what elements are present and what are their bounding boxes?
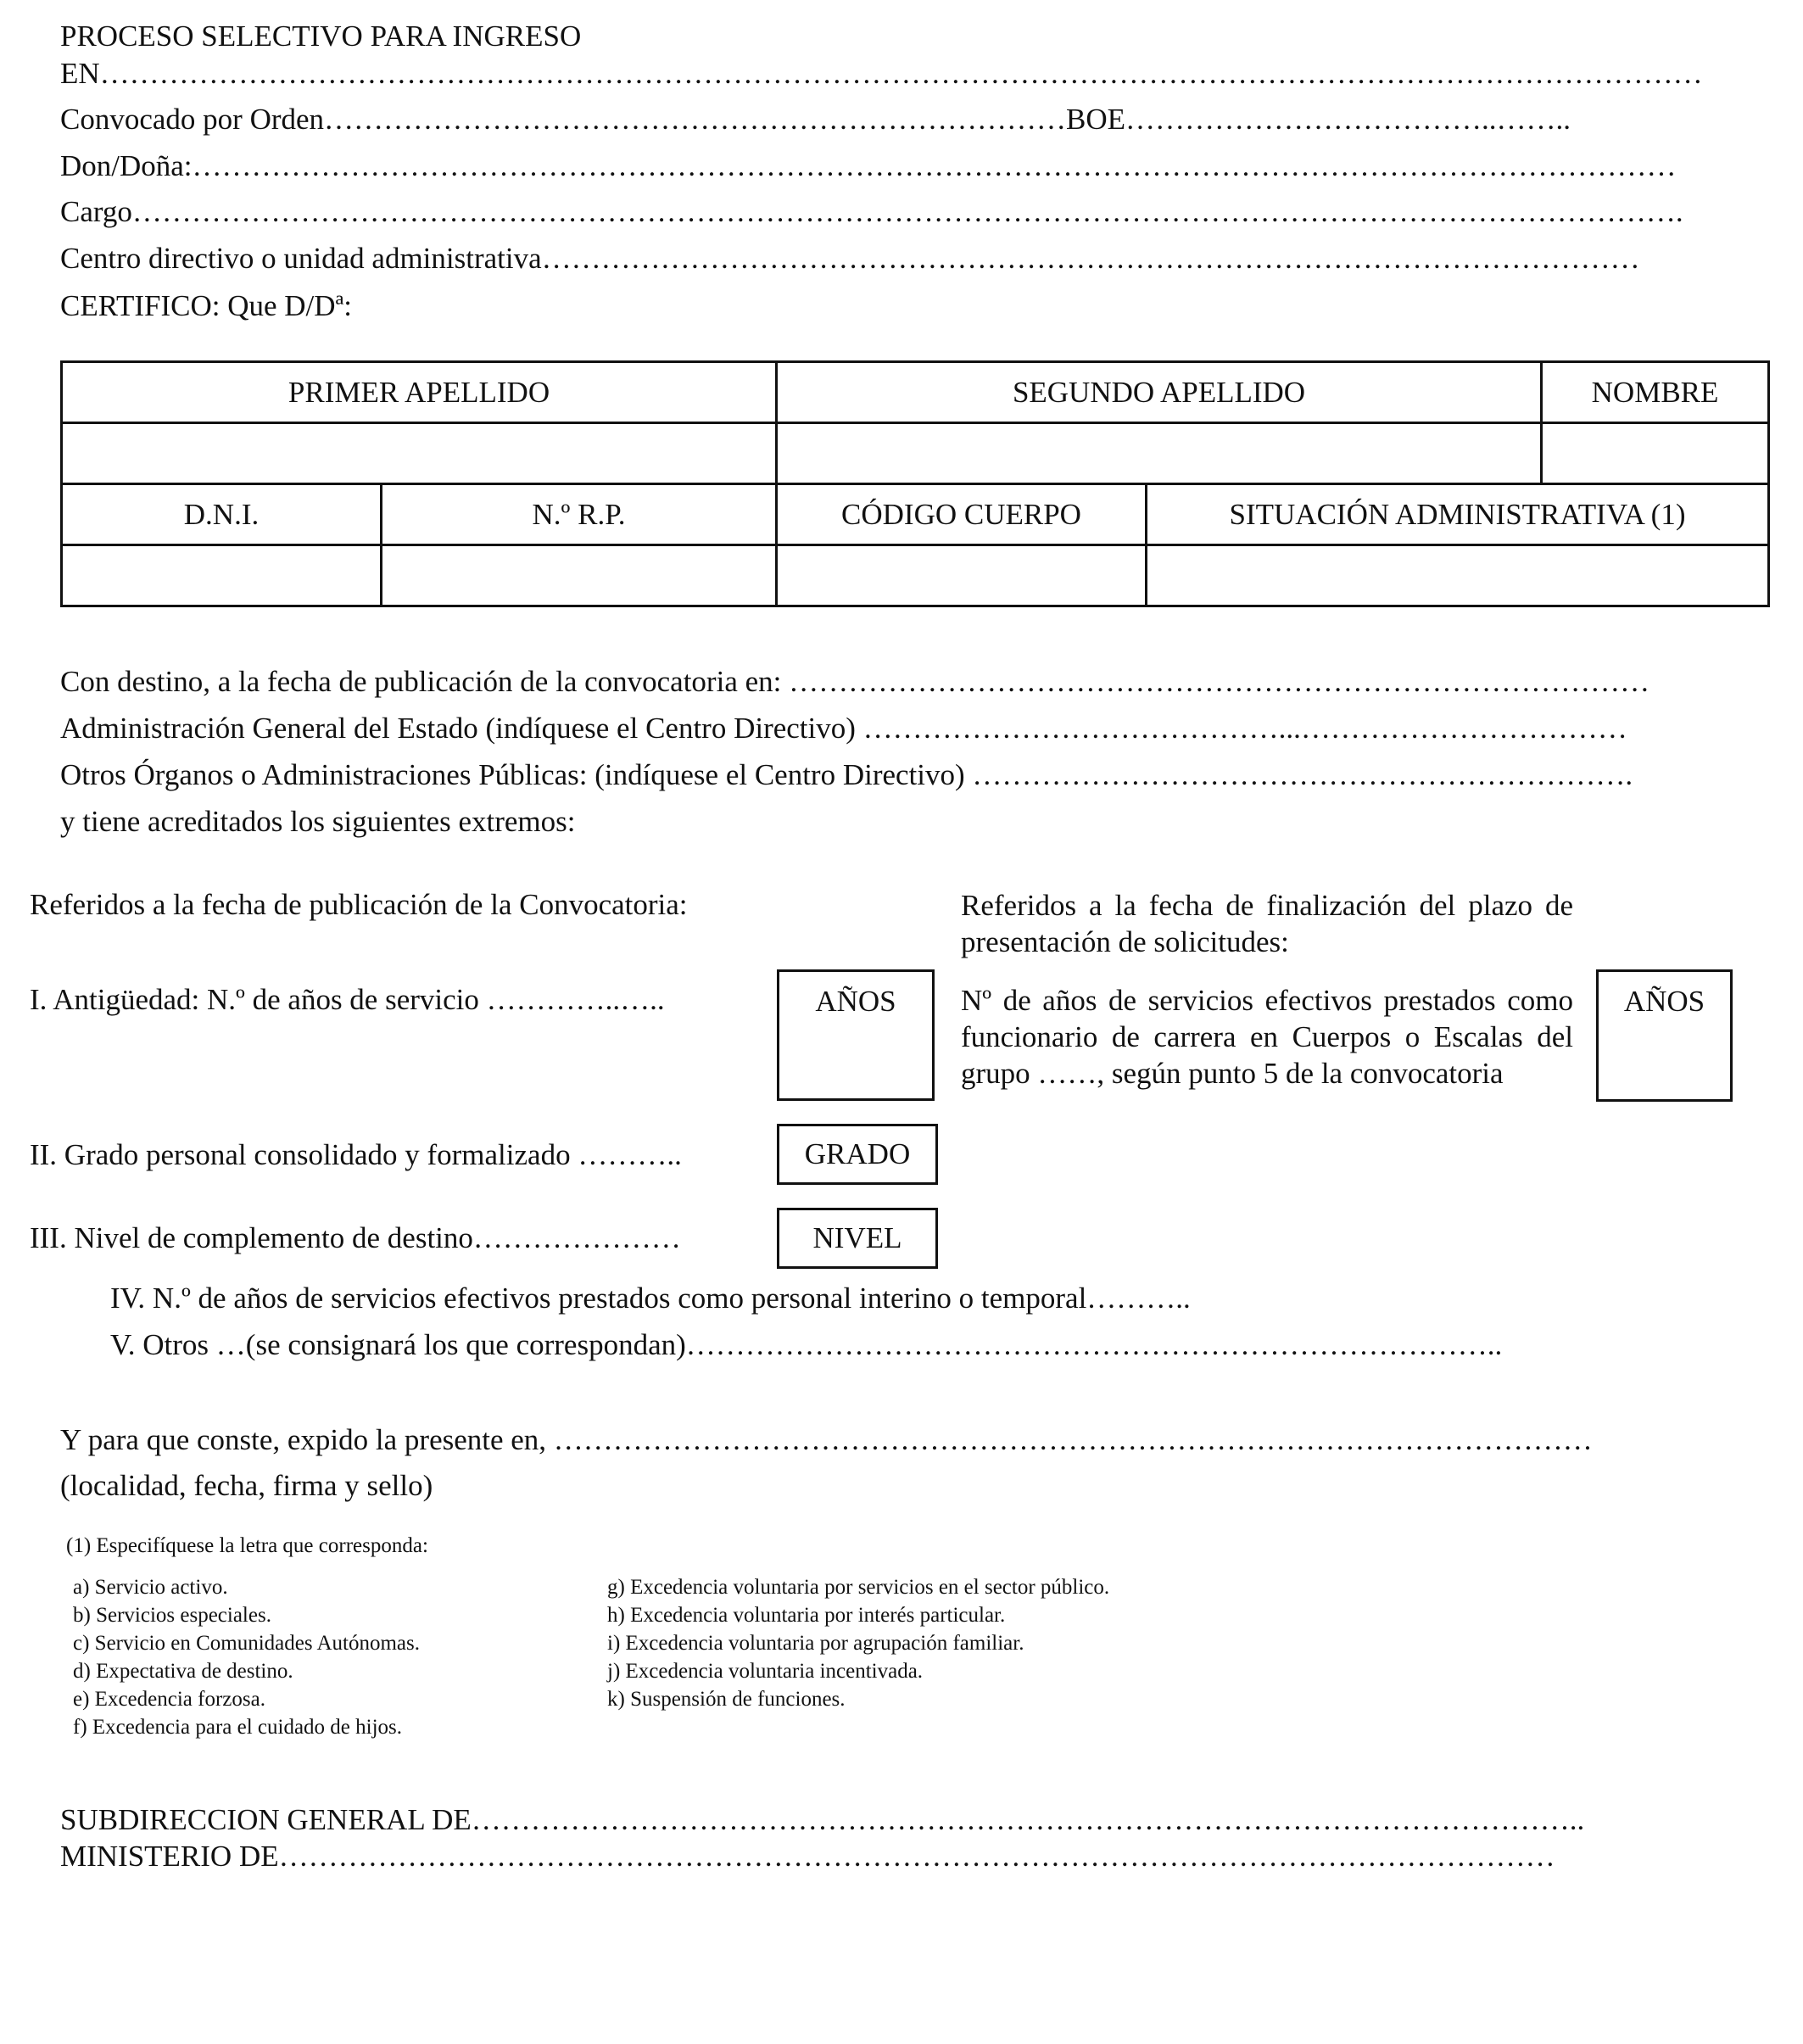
expido-line[interactable]: Y para que conste, expido la presente en, …………………………………………………………………………………………… [60, 1423, 1593, 1456]
footnote-item: e) Excedencia forzosa. [73, 1688, 265, 1711]
footnote-item: i) Excedencia voluntaria por agrupación familiar. [607, 1632, 1024, 1655]
don-dona-field[interactable]: Don/Doña:…………………………………………………………………………………………………………………………………… [60, 149, 1677, 182]
nombre-header: NOMBRE [1542, 362, 1769, 423]
age-line[interactable]: Administración General del Estado (indíquese el Centro Directivo) ……………………………………...…………………………… [60, 712, 1627, 745]
ministerio-line[interactable]: MINISTERIO DE………………………………………………………………………………………………………………… [60, 1840, 1555, 1873]
dni-cell[interactable] [62, 545, 382, 606]
footnote-item: j) Excedencia voluntaria incentivada. [607, 1660, 924, 1683]
nivel-label: III. Nivel de complemento de destino………………… [30, 1221, 681, 1254]
localidad-fecha-label: (localidad, fecha, firma y sello) [60, 1469, 433, 1502]
extremos-line: y tiene acreditados los siguientes extremos: [60, 805, 576, 838]
ingreso-en-field[interactable]: EN……………………………………………………………………………………………………………………………………………… [60, 57, 1703, 90]
nrp-cell[interactable] [382, 545, 777, 606]
destino-line[interactable]: Con destino, a la fecha de publicación de la convocatoria en: …………………………………………………………………………… [60, 665, 1650, 698]
codigo-cuerpo-cell[interactable] [777, 545, 1147, 606]
situacion-header: SITUACIÓN ADMINISTRATIVA (1) [1147, 484, 1769, 545]
footnote-item: a) Servicio activo. [73, 1576, 228, 1599]
grado-box[interactable]: GRADO [777, 1124, 938, 1185]
otros-organos-line[interactable]: Otros Órganos o Administraciones Públicas: (indíquese el Centro Directivo) …………………………………………………………. [60, 758, 1633, 791]
primer-apellido-header: PRIMER APELLIDO [62, 362, 777, 423]
segundo-apellido-cell[interactable] [777, 423, 1542, 484]
centro-directivo-field[interactable]: Centro directivo o unidad administrativa………………………………………………………………………………………………… [60, 242, 1640, 275]
footnote-heading: (1) Especifíquese la letra que corresponda: [66, 1534, 428, 1557]
nrp-header: N.º R.P. [382, 484, 777, 545]
certifico-label: CERTIFICO: Que D/Dª: [60, 289, 352, 322]
footnote-item: h) Excedencia voluntaria por interés particular. [607, 1604, 1006, 1627]
footnote-item: g) Excedencia voluntaria por servicios en el sector público. [607, 1576, 1110, 1599]
cargo-field[interactable]: Cargo…………………………………………………………………………………………………………………………………………. [60, 195, 1683, 228]
codigo-cuerpo-header: CÓDIGO CUERPO [777, 484, 1147, 545]
footnote-item: k) Suspensión de funciones. [607, 1688, 846, 1711]
subdireccion-line[interactable]: SUBDIRECCION GENERAL DE………………………………………………………………………………………………….. [60, 1803, 1585, 1836]
footnote-item: d) Expectativa de destino. [73, 1660, 293, 1683]
footnote-item: c) Servicio en Comunidades Autónomas. [73, 1632, 420, 1655]
antiguedad-label: I. Antigüedad: N.º de años de servicio …………..….. [30, 983, 665, 1016]
grado-label: II. Grado personal consolidado y formalizado ……….. [30, 1138, 682, 1171]
otros-line[interactable]: V. Otros …(se consignará los que correspondan)……………………………………………………………………….. [110, 1328, 1503, 1361]
interino-line[interactable]: IV. N.º de años de servicios efectivos prestados como personal interino o temporal……….. [110, 1282, 1191, 1315]
personal-data-table [60, 360, 1770, 607]
nombre-cell[interactable] [1542, 423, 1769, 484]
antiguedad-anos-box[interactable]: AÑOS [777, 969, 935, 1101]
footnote-item: f) Excedencia para el cuidado de hijos. [73, 1716, 403, 1739]
servicios-anos-box[interactable]: AÑOS [1596, 969, 1733, 1102]
segundo-apellido-header: SEGUNDO APELLIDO [777, 362, 1542, 423]
situacion-cell[interactable] [1147, 545, 1769, 606]
footnote-left-list [73, 1573, 420, 1741]
servicios-carrera-text: Nº de años de servicios efectivos prestados como funcionario de carrera en Cuerpos o Escalas del grupo ……, según punto 5 de la convocatoria [961, 984, 1573, 1090]
footnote-item: b) Servicios especiales. [73, 1604, 271, 1627]
publicacion-heading: Referidos a la fecha de publicación de la Convocatoria: [30, 888, 688, 921]
footnote-right-list [607, 1573, 1109, 1713]
primer-apellido-cell[interactable] [62, 423, 777, 484]
dni-header: D.N.I. [62, 484, 382, 545]
form-title: PROCESO SELECTIVO PARA INGRESO [60, 20, 582, 53]
nivel-box[interactable]: NIVEL [777, 1208, 938, 1269]
convocado-orden-field[interactable]: Convocado por Orden…………………………………………………………………BOE………………………………..…….. [60, 103, 1571, 136]
finalizacion-heading: Referidos a la fecha de finalización del plazo de presentación de solicitudes: [961, 889, 1573, 958]
